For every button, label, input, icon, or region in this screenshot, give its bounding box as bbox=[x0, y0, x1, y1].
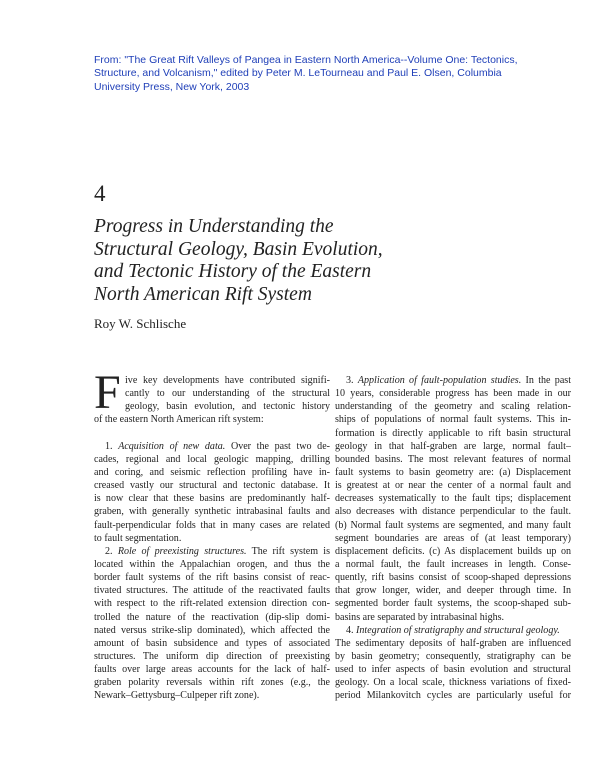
text-line: located within the Appalachian orogen, and thus the bbox=[94, 558, 330, 570]
text-span: Over the past two de- bbox=[225, 440, 330, 452]
chapter-title bbox=[94, 216, 534, 306]
text-line: Newark–Gettysburg–Culpeper rift zone). bbox=[94, 690, 260, 702]
text-line: to fault segmentation. bbox=[94, 532, 182, 544]
title-line: Structural Geology, Basin Evolution, bbox=[94, 238, 383, 260]
text-line: structures. The uniform dip direction of preexisting bbox=[94, 650, 330, 662]
citation-line[interactable]: Structure, and Volcanism," edited by Peter M. LeTourneau and Paul E. Olsen, Columbia bbox=[94, 67, 502, 80]
author-name: Roy W. Schlische bbox=[94, 316, 187, 331]
text-line: border fault systems of the rift basins consist of reac- bbox=[94, 572, 330, 584]
text-line: The sedimentary deposits of half-graben are influenced bbox=[335, 637, 571, 649]
paragraph-3 bbox=[335, 374, 571, 624]
text-line: amount of basin subsidence and types of associated bbox=[94, 637, 330, 649]
text-line: is greatest at or near the center of a normal fault and bbox=[335, 480, 571, 492]
chapter-number: 4 bbox=[94, 181, 106, 206]
text-line: (b) Normal fault systems are segmented, and many fault bbox=[335, 519, 571, 531]
text-span: The rift system is bbox=[246, 545, 330, 557]
text-line: with respect to the rift-related extension direction con- bbox=[94, 598, 330, 610]
text-line: tivated structures. The attitude of the reactivated faults bbox=[94, 585, 330, 597]
title-line: and Tectonic History of the Eastern bbox=[94, 261, 372, 282]
text-line: of the eastern North American rift system: bbox=[94, 414, 264, 426]
text-line: a normal fault, the fault increases in length. Conse- bbox=[335, 558, 571, 570]
paragraph-4 bbox=[335, 624, 571, 703]
text-line: fault-perpendicular folds that in many cases are related bbox=[94, 519, 330, 531]
text-line: trolled the nature of the reactivation (dip-slip domi- bbox=[94, 611, 330, 623]
text-line: by basin geometry; consequently, stratigraphy can be bbox=[335, 650, 571, 662]
text-line: fault systems to basin geometry are: (a) Displacement bbox=[335, 466, 571, 478]
text-span: In the past bbox=[521, 375, 571, 386]
text-line: faults over large areas accounts for the lack of half- bbox=[94, 664, 330, 676]
item-heading: Role of preexisting structures. bbox=[117, 545, 247, 557]
text-line: 10 years, considerable progress has been made in our bbox=[335, 388, 571, 400]
text-line: cantly to our understanding of the structural bbox=[125, 388, 330, 400]
text-line: geology, basin evolution, and tectonic history bbox=[125, 401, 330, 413]
text-line: also decreases with distance perpendicular to the fault. bbox=[335, 506, 571, 518]
text-line: displacement deficits. (c) As displacement builds up on bbox=[335, 545, 571, 557]
text-line: decreases systematically to the fault tips; displacement bbox=[335, 493, 571, 505]
text-line: basins are separated by intrabasinal highs. bbox=[335, 611, 505, 623]
text-line bbox=[335, 624, 571, 637]
text-line: nated versus strike-slip dominated), which affected the bbox=[94, 624, 330, 636]
item-number: 4. bbox=[346, 624, 357, 636]
text-line: quently, rift basins consist of scoop-shaped depressions bbox=[335, 572, 571, 584]
item-number: 1. bbox=[105, 440, 119, 452]
text-line: geology. On a local scale, thickness variations of fixed- bbox=[335, 677, 571, 689]
text-line: and coring, and seismic reflection profiling have in- bbox=[94, 466, 330, 478]
text-line: graben, with generally synthetic intrabasinal faults and bbox=[94, 506, 330, 518]
text-line: ships of populations of normal fault systems. This in- bbox=[335, 414, 571, 426]
text-line bbox=[94, 545, 330, 558]
text-line: that grow longer, wider, and deeper through time. In bbox=[335, 585, 571, 597]
text-line: cades, regional and local geologic mapping, drilling bbox=[94, 453, 330, 465]
item-number: 2. bbox=[105, 545, 118, 557]
left-column bbox=[94, 366, 330, 703]
text-line: creased vastly our structural and tectonic database. It bbox=[94, 480, 330, 492]
title-line: Progress in Understanding the bbox=[94, 216, 334, 237]
text-line: used to infer aspects of basin evolution and structural bbox=[335, 664, 571, 676]
item-heading: Integration of stratigraphy and structural geology. bbox=[356, 624, 560, 636]
item-number: 3. bbox=[346, 375, 358, 386]
text-line: graben polarity reversals within rift zones (e.g., the bbox=[94, 677, 330, 689]
intro-paragraph bbox=[94, 366, 330, 427]
right-column bbox=[335, 374, 571, 703]
text-line bbox=[94, 440, 330, 453]
text-line: formation is directly applicable to rift basin structural bbox=[335, 427, 571, 439]
text-line: period Milankovitch cycles are particularly useful for bbox=[335, 690, 571, 702]
text-line: bounded basins. The most relevant features of normal bbox=[335, 453, 571, 465]
drop-cap: F bbox=[94, 366, 121, 419]
item-heading: Application of fault-population studies. bbox=[357, 375, 522, 386]
citation-line[interactable]: University Press, New York, 2003 bbox=[94, 80, 250, 93]
item-heading: Acquisition of new data. bbox=[118, 440, 226, 452]
title-line: North American Rift System bbox=[94, 283, 312, 305]
paragraph-1 bbox=[94, 440, 330, 545]
text-line: ive key developments have contributed signifi- bbox=[125, 375, 330, 386]
text-line: geology in that half-graben are large, normal fault– bbox=[335, 440, 571, 452]
text-line: segmented border fault systems, the scoop-shaped sub- bbox=[335, 598, 571, 610]
text-line: is now clear that these basins are predominantly half- bbox=[94, 493, 330, 505]
text-line: understanding of the geometry and scaling relation- bbox=[335, 401, 571, 413]
text-line: segment boundaries are areas of (at least temporary) bbox=[335, 532, 571, 544]
text-line bbox=[335, 374, 571, 387]
citation-line[interactable]: From: "The Great Rift Valleys of Pangea in Eastern North America--Volume One: Tectonics, bbox=[94, 54, 518, 66]
source-citation[interactable] bbox=[94, 54, 518, 94]
paragraph-2 bbox=[94, 545, 330, 703]
